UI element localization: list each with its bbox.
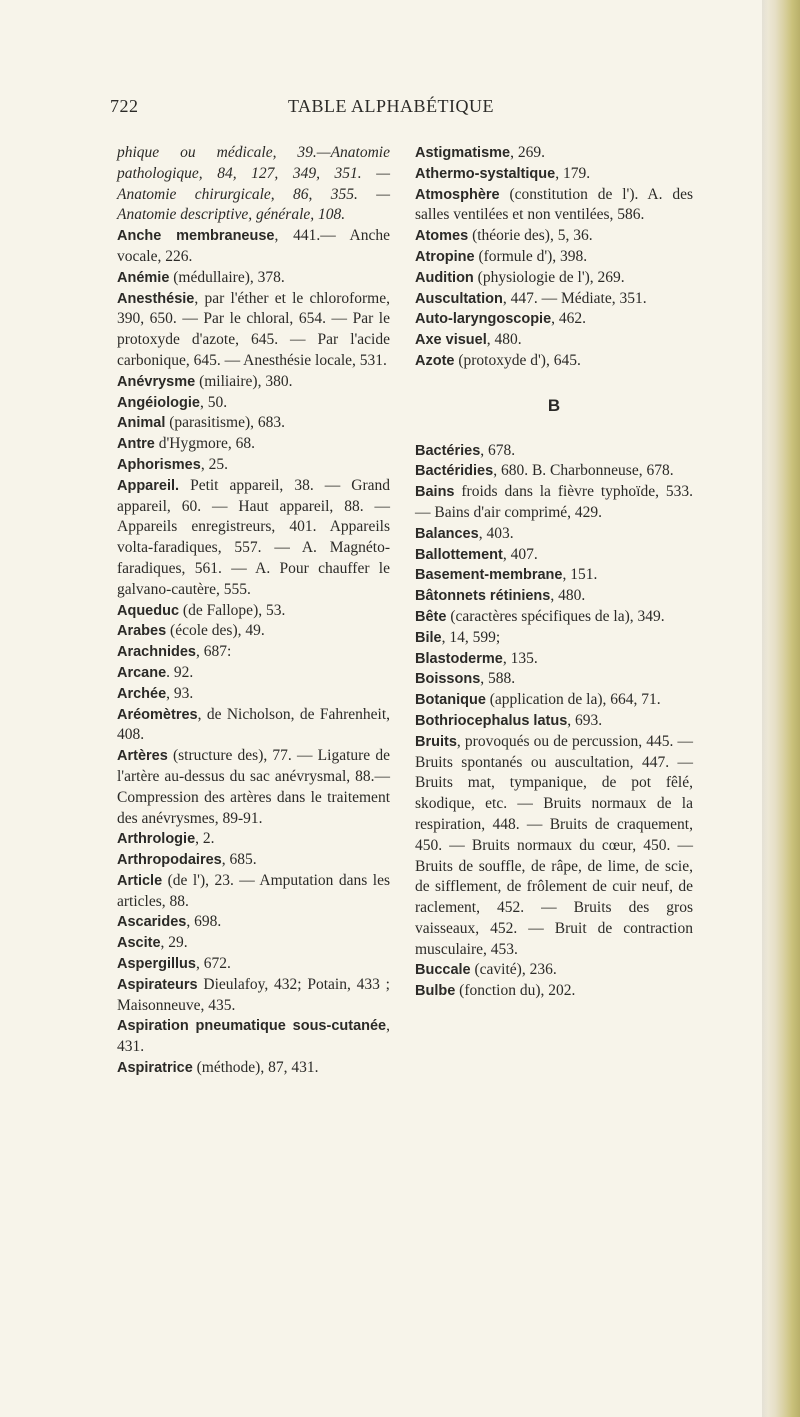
entry-references: (application de la), 664, 71.	[485, 691, 661, 709]
entry-headword: Ballottement	[415, 546, 503, 563]
entry-headword: Antre	[117, 436, 155, 453]
entry-headword: Bruits	[415, 733, 457, 750]
entry-references: (méthode), 87, 431.	[192, 1059, 319, 1077]
index-entry	[415, 545, 693, 566]
right-entries-b	[415, 441, 693, 1003]
entry-references: (parasitisme), 683.	[165, 414, 286, 432]
entry-headword: Anémie	[117, 269, 170, 286]
entry-references: , 431.	[117, 1017, 390, 1056]
page-edge	[762, 0, 800, 1417]
index-entry	[415, 268, 693, 289]
entry-headword: Bête	[415, 608, 447, 625]
entry-headword: Botanique	[415, 692, 486, 709]
entry-references: (constitution de l'). A. des salles ventilées et non ventilées, 586.	[415, 185, 693, 224]
entry-references: , 135.	[502, 649, 538, 667]
index-entry	[415, 628, 693, 649]
index-entry	[117, 372, 390, 393]
index-entry	[415, 461, 693, 482]
entry-references: (école des), 49.	[166, 622, 265, 640]
index-entry	[415, 960, 693, 981]
index-entry	[117, 850, 390, 871]
index-entry	[117, 1058, 390, 1079]
index-entry	[415, 185, 693, 227]
index-entry	[415, 565, 693, 586]
entry-headword: Bains	[415, 484, 455, 501]
index-entry	[415, 732, 693, 961]
index-entry	[415, 482, 693, 524]
entry-headword: Anche membraneuse	[117, 228, 275, 245]
index-entry	[117, 413, 390, 434]
entry-headword: Audition	[415, 269, 474, 286]
index-entry	[415, 524, 693, 545]
index-entry	[415, 586, 693, 607]
entry-references: , 678.	[480, 441, 516, 459]
entry-references: froids dans la fièvre typhoïde, 533. — Bains d'air comprimé, 429.	[415, 483, 693, 521]
index-entry	[415, 289, 693, 310]
left-entries	[117, 226, 390, 1079]
entry-references: , 93.	[166, 684, 194, 702]
running-title: TABLE ALPHABÉTIQUE	[288, 96, 495, 116]
entry-references: , 588.	[480, 670, 516, 688]
entry-references: , 693.	[567, 711, 603, 729]
entry-headword: Arachnides	[117, 644, 196, 661]
entry-references: (caractères spécifiques de la), 349.	[446, 607, 665, 625]
entry-references: , 687:	[195, 643, 232, 661]
index-entry	[415, 226, 693, 247]
index-entry	[415, 669, 693, 690]
entry-references: (structure des), 77. — Ligature de l'artère au-dessus du sac anévrysmal, 88.— Compression des artères dans le traitement des anévrysmes, 89-91.	[117, 747, 390, 827]
entry-references: , par l'éther et le chloroforme, 390, 650. — Par le chloral, 654. — Par le protoxyde d'azote, 645. — Par l'acide carbonique, 645. — Anesthésie locale, 531.	[117, 289, 390, 369]
entry-headword: Archée	[117, 685, 167, 702]
entry-headword: Aphorismes	[117, 456, 201, 473]
index-entry	[117, 912, 390, 933]
entry-references: , 14, 599;	[441, 628, 501, 646]
entry-headword: Anesthésie	[117, 290, 195, 307]
entry-headword: Atomes	[415, 228, 469, 245]
entry-references: , 2.	[195, 830, 215, 848]
entry-references: Dieulafoy, 432; Potain, 433 ; Maisonneuve, 435.	[117, 975, 390, 1014]
entry-headword: Aqueduc	[117, 602, 180, 619]
entry-references: , 480.	[486, 331, 522, 349]
entry-references: (miliaire), 380.	[195, 372, 293, 390]
index-entry	[117, 601, 390, 622]
entry-references: (physiologie de l'), 269.	[473, 268, 625, 286]
index-entry	[117, 289, 390, 372]
index-entry	[415, 649, 693, 670]
entry-headword: Ascarides	[117, 914, 187, 931]
entry-headword: Atmosphère	[415, 186, 500, 203]
index-entry	[415, 309, 693, 330]
entry-headword: Blastoderme	[415, 650, 503, 667]
page-edge-shade	[762, 0, 768, 1417]
index-entry	[415, 247, 693, 268]
entry-headword: Anévrysme	[117, 373, 196, 390]
entry-headword: Basement-membrane	[415, 567, 563, 584]
index-entry	[117, 393, 390, 414]
entry-references: (de Fallope), 53.	[179, 601, 286, 619]
index-entry	[117, 871, 390, 913]
entry-references: , 685.	[221, 851, 257, 869]
entry-references: (médullaire), 378.	[169, 268, 285, 286]
entry-headword: Axe visuel	[415, 332, 487, 349]
entry-headword: Aspergillus	[117, 956, 196, 973]
right-column	[415, 143, 693, 1002]
entry-headword: Boissons	[415, 671, 481, 688]
index-entry	[117, 1016, 390, 1058]
index-entry	[415, 143, 693, 164]
entry-headword: Auto-laryngoscopie	[415, 311, 552, 328]
index-entry	[415, 330, 693, 351]
section-letter: B	[547, 395, 561, 415]
entry-headword: Arcane	[117, 664, 167, 681]
entry-references: , 672.	[195, 955, 231, 973]
entry-headword: Animal	[117, 415, 166, 432]
entry-headword: Bactéries	[415, 442, 481, 459]
index-entry	[415, 690, 693, 711]
entry-headword: Arthropodaires	[117, 852, 222, 869]
entry-references: (fonction du), 202.	[455, 982, 576, 1000]
left-column	[117, 143, 390, 1079]
entry-headword: Ascite	[117, 935, 161, 952]
index-entry	[117, 954, 390, 975]
entry-headword: Atropine	[415, 248, 475, 265]
index-entry	[117, 434, 390, 455]
continuation-entry	[117, 143, 390, 226]
entry-references: d'Hygmore, 68.	[154, 435, 255, 453]
entry-references: , 50.	[199, 393, 228, 411]
entry-references: , 462.	[551, 310, 587, 328]
entry-headword: Aréomètres	[117, 706, 198, 723]
entry-headword: Bulbe	[415, 983, 456, 1000]
index-entry	[117, 684, 390, 705]
entry-headword: Athermo-systaltique	[415, 165, 556, 182]
index-entry	[117, 642, 390, 663]
right-entries-a	[415, 143, 693, 372]
entry-headword: Bothriocephalus latus	[415, 712, 568, 729]
entry-references: (protoxyde d'), 645.	[454, 351, 581, 369]
index-entry	[117, 933, 390, 954]
index-entry	[415, 351, 693, 372]
entry-headword: Article	[117, 872, 163, 889]
entry-references: , 269.	[510, 144, 545, 161]
entry-references: , 407.	[502, 545, 538, 563]
entry-references: , 179.	[555, 164, 591, 182]
entry-references: (cavité), 236.	[470, 961, 557, 979]
entry-references: , 441.— Anche vocale, 226.	[117, 227, 390, 265]
entry-headword: Appareil.	[117, 477, 180, 494]
entry-references: (formule d'), 398.	[474, 247, 588, 265]
index-entry	[415, 164, 693, 185]
entry-references: (théorie des), 5, 36.	[468, 227, 593, 245]
index-entry	[117, 975, 390, 1017]
entry-headword: Bâtonnets rétiniens	[415, 588, 551, 605]
entry-headword: Aspiratrice	[117, 1060, 193, 1077]
entry-headword: Artères	[117, 748, 168, 765]
entry-headword: Auscultation	[415, 290, 503, 307]
entry-references: , 680. B. Charbonneuse, 678.	[493, 462, 674, 480]
index-entry	[415, 711, 693, 732]
entry-references: . 92.	[166, 663, 194, 681]
entry-headword: Azote	[415, 352, 455, 369]
continuation-text: phique ou médicale, 39.—Anatomie pathologique, 84, 127, 349, 351. — Anatomie chirurgicale, 86, 355. — Anatomie descriptive, générale, 108.	[117, 144, 390, 224]
entry-headword: Bactéridies	[415, 463, 494, 480]
entry-headword: Angéiologie	[117, 394, 200, 411]
index-entry	[117, 455, 390, 476]
entry-headword: Buccale	[415, 962, 471, 979]
entry-headword: Arabes	[117, 623, 167, 640]
index-entry	[117, 476, 390, 601]
index-entry	[117, 268, 390, 289]
entry-references: , 480.	[550, 587, 586, 605]
index-entry	[117, 746, 390, 829]
entry-references: , 25.	[200, 455, 228, 473]
entry-headword: Arthrologie	[117, 831, 196, 848]
page-number: 722	[110, 96, 139, 116]
entry-references: Petit appareil, 38. — Grand appareil, 60. — Haut appareil, 88. — Appareils enregistreurs, 401. Appareils volta-faradiques, 557. — A. Magnéto-faradiques, 561. — A. Pour chauffer le galvano-cautère, 555.	[117, 476, 390, 598]
entry-headword: Balances	[415, 525, 479, 542]
entry-references: (de l'), 23. — Amputation dans les articles, 88.	[117, 871, 390, 910]
entry-references: , 403.	[478, 524, 514, 542]
entry-headword: Astigmatisme	[415, 145, 511, 161]
entry-headword: Aspiration pneumatique sous-cutanée	[117, 1018, 387, 1035]
entry-headword: Bile	[415, 629, 442, 646]
entry-references: , 698.	[186, 913, 222, 931]
entry-headword: Aspirateurs	[117, 976, 198, 993]
entry-references: , de Nicholson, de Fahrenheit, 408.	[117, 705, 390, 744]
index-entry	[117, 621, 390, 642]
index-entry	[117, 226, 390, 268]
index-entry	[415, 607, 693, 628]
index-entry	[117, 705, 390, 747]
index-entry	[415, 981, 693, 1002]
index-entry	[415, 441, 693, 462]
entry-references: , provoqués ou de percussion, 445. — Bruits spontanés ou auscultation, 447. — Bruits mat, tympanique, de pot fêlé, skodique, etc. — Bruits normaux de la respiration, 448. — Bruits de craquement, 450. — Bruits normaux du cœur, 450. — Bruits de souffle, de râpe, de lime, de scie, de sifflement, de frôlement de cuir neuf, de raclement, 452. — Bruits des gros vaisseaux, 452. — Bruit de contraction musculaire, 453.	[415, 732, 693, 958]
entry-references: , 29.	[160, 934, 188, 952]
entry-references: , 447. — Médiate, 351.	[502, 289, 647, 307]
entry-references: , 151.	[562, 566, 598, 584]
index-entry	[117, 663, 390, 684]
index-entry	[117, 829, 390, 850]
